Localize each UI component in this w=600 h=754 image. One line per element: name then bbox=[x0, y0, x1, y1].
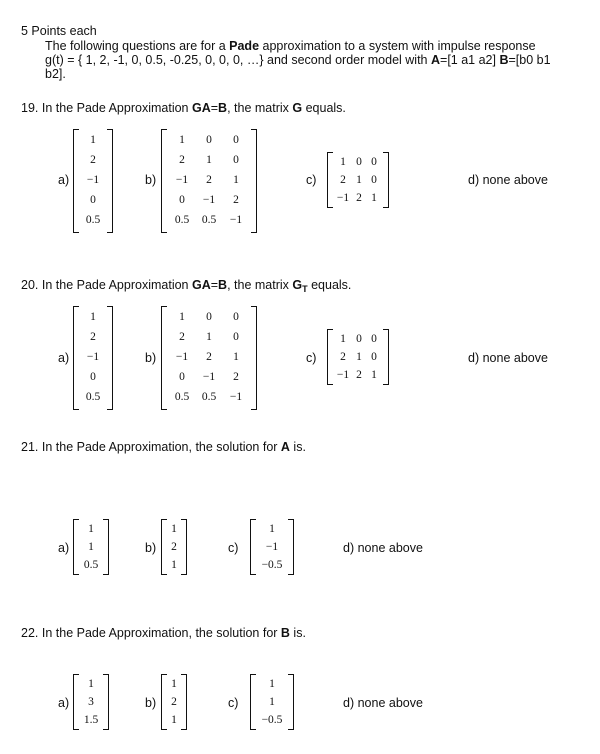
q20-option-a-matrix: 1 2 −1 0 0.5 bbox=[73, 306, 113, 410]
question-22: 22. In the Pade Approximation, the solution for B is. bbox=[21, 626, 306, 640]
q20-option-d[interactable]: d) none above bbox=[468, 351, 548, 365]
q19-option-d[interactable]: d) none above bbox=[468, 173, 548, 187]
q20-option-b-matrix: 1 0 0 2 1 0 −1 2 1 0 −1 2 0.5 0.5 −1 bbox=[161, 306, 257, 410]
question-19: 19. In the Pade Approximation GA=B, the matrix G equals. bbox=[21, 101, 346, 115]
q22-option-b-matrix: 1 2 1 bbox=[161, 674, 187, 730]
intro-line-3: b2]. bbox=[45, 67, 66, 81]
q21-option-d[interactable]: d) none above bbox=[343, 541, 423, 555]
q22-option-c-label[interactable]: c) bbox=[228, 696, 239, 710]
points-note: 5 Points each bbox=[21, 24, 97, 38]
q20-option-a-label[interactable]: a) bbox=[58, 351, 70, 365]
intro-line-1: The following questions are for a Pade approximation to a system with impulse response bbox=[45, 39, 536, 53]
q19-option-a-label[interactable]: a) bbox=[58, 173, 70, 187]
q19-option-c-matrix: 1 0 0 2 1 0 −1 2 1 bbox=[327, 152, 389, 208]
q22-option-a-matrix: 1 3 1.5 bbox=[73, 674, 109, 730]
question-20: 20. In the Pade Approximation GA=B, the matrix $G_T$ equals. bbox=[21, 278, 352, 294]
q21-option-b-matrix: 1 2 1 bbox=[161, 519, 187, 575]
q22-option-d[interactable]: d) none above bbox=[343, 696, 423, 710]
q19-option-b-matrix: 1 0 0 2 1 0 −1 2 1 0 −1 2 0.5 0.5 −1 bbox=[161, 129, 257, 233]
q19-option-c-label[interactable]: c) bbox=[306, 173, 317, 187]
q22-option-c-matrix: 1 1 −0.5 bbox=[250, 674, 294, 730]
q21-option-a-matrix: 1 1 0.5 bbox=[73, 519, 109, 575]
q21-option-c-matrix: 1 −1 −0.5 bbox=[250, 519, 294, 575]
q21-option-b-label[interactable]: b) bbox=[145, 541, 157, 555]
q19-option-a-matrix: 1 2 −1 0 0.5 bbox=[73, 129, 113, 233]
q20-option-c-matrix: 1 0 0 2 1 0 −1 2 1 bbox=[327, 329, 389, 385]
q20-option-b-label[interactable]: b) bbox=[145, 351, 157, 365]
q21-option-a-label[interactable]: a) bbox=[58, 541, 70, 555]
question-21: 21. In the Pade Approximation, the solution for A is. bbox=[21, 440, 306, 454]
intro-line-2: g(t) = { 1, 2, -1, 0, 0.5, -0.25, 0, 0, 0, …} and second order model with A=[1 a1 a2] B=[b0 b1 bbox=[45, 53, 551, 67]
q22-option-a-label[interactable]: a) bbox=[58, 696, 70, 710]
q22-option-b-label[interactable]: b) bbox=[145, 696, 157, 710]
q20-option-c-label[interactable]: c) bbox=[306, 351, 317, 365]
q21-option-c-label[interactable]: c) bbox=[228, 541, 239, 555]
q19-option-b-label[interactable]: b) bbox=[145, 173, 157, 187]
